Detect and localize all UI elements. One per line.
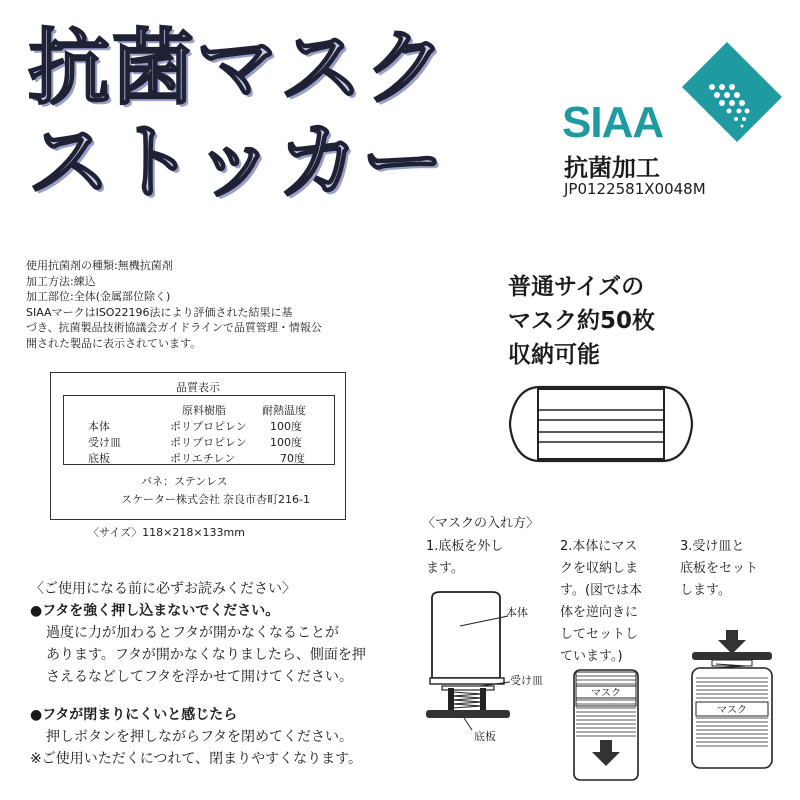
label-body: 本体 — [506, 606, 528, 619]
mask-label: マスク — [717, 705, 747, 716]
step-1-line: ます。 — [426, 561, 464, 576]
siaa-text: SIAA — [562, 98, 664, 147]
row-temp: 70度 — [280, 452, 305, 465]
row-part: 本体 — [88, 420, 110, 433]
info-line: 使用抗菌剤の種類:無機抗菌剤 — [26, 259, 173, 272]
spring-material: バネ：ステンレス — [141, 475, 228, 488]
product-size: 〈サイズ〉118×218×133mm — [88, 526, 245, 539]
info-line: 加工方法:練込 — [26, 274, 96, 288]
notice-line: あります。フタが開かなくなりましたら、側面を押 — [46, 647, 366, 663]
capacity-line: 普通サイズの — [508, 274, 645, 300]
step-2-line: 2.本体にマス — [560, 539, 638, 554]
info-line: づき、抗菌製品技術協議会ガイドラインで品質管理・情報公 — [26, 321, 322, 335]
siaa-label: 抗菌加工 — [564, 154, 660, 182]
step-3-line: 底板をセット — [680, 561, 759, 576]
stocker-assembly-illustration — [688, 622, 778, 772]
arrow-down-icon — [718, 630, 746, 654]
row-temp: 100度 — [270, 420, 302, 433]
siaa-mark — [562, 82, 782, 202]
title-line-2: ストッカー — [28, 115, 446, 210]
row-part: 受け皿 — [88, 436, 121, 449]
notice-line: ※ご使用いただくにつれて、閉まりやすくなります。 — [30, 751, 363, 767]
capacity-line: 収納可能 — [508, 342, 600, 368]
step-3 — [680, 536, 758, 602]
quality-title: 品質表示 — [176, 381, 220, 394]
step-2-line: ています。) — [560, 649, 623, 664]
step-1-line: 1.底板を外し — [426, 539, 504, 554]
quality-label-box — [50, 372, 346, 520]
mask-illustration — [508, 384, 694, 464]
step-1 — [426, 536, 503, 580]
step-2-line: してセットし — [560, 627, 639, 642]
notice-line: 過度に力が加わるとフタが開かなくなることが — [46, 625, 340, 641]
label-bottom: 底板 — [474, 730, 496, 743]
mask-inserting-illustration — [566, 668, 646, 788]
notice-item-2-head: ●フタが閉まりにくいと感じたら — [30, 707, 238, 723]
siaa-antibacterial-logo-icon — [682, 42, 782, 142]
step-2-line: クを収納しま — [560, 561, 639, 576]
step-2-line: す。(図では本 — [560, 583, 643, 598]
row-part: 底板 — [88, 452, 110, 465]
title-line-1: 抗菌マスク — [28, 21, 449, 116]
row-resin: ポリエチレン — [170, 452, 236, 465]
step-2-line: 体を逆向きに — [560, 605, 639, 620]
notice-item-2 — [30, 704, 362, 770]
capacity-line: マスク約50枚 — [508, 308, 656, 334]
notice-line: 押しボタンを押しながらフタを閉めてください。 — [46, 729, 354, 745]
notice-line: さえるなどしてフタを浮かせて開けてください。 — [46, 669, 354, 685]
label-tray: 受け皿 — [510, 674, 543, 687]
step-3-line: します。 — [680, 583, 731, 598]
howto-title: 〈マスクの入れ方〉 — [422, 516, 540, 531]
notice-item-1-head: ●フタを強く押し込まないでください。 — [30, 603, 280, 619]
row-resin: ポリプロピレン — [170, 420, 247, 433]
company-address: 奈良市杏町216-1 — [223, 493, 310, 506]
header-temp: 耐熱温度 — [262, 404, 306, 417]
product-info — [26, 258, 371, 352]
notice-item-1 — [30, 600, 366, 688]
info-line: 加工部位:全体(金属部位除く) — [26, 290, 171, 304]
info-line: 開された製品に表示されています。 — [26, 336, 202, 350]
step-2 — [560, 536, 642, 668]
company-name: スケーター株式会社 — [121, 493, 220, 506]
mask-label: マスク — [591, 688, 621, 699]
row-resin: ポリプロピレン — [170, 436, 247, 449]
quality-table — [63, 395, 335, 465]
step-3-line: 3.受け皿と — [680, 539, 745, 554]
capacity-text — [508, 270, 655, 372]
stocker-disassembly-illustration — [420, 590, 560, 760]
info-line: SIAAマークはISO22196法により評価された結果に基 — [26, 305, 293, 319]
row-temp: 100度 — [270, 436, 302, 449]
notice-title: 〈ご使用になる前に必ずお読みください〉 — [30, 581, 296, 597]
siaa-number: JP0122581X0048M — [564, 180, 706, 198]
header-resin: 原料樹脂 — [182, 404, 226, 417]
